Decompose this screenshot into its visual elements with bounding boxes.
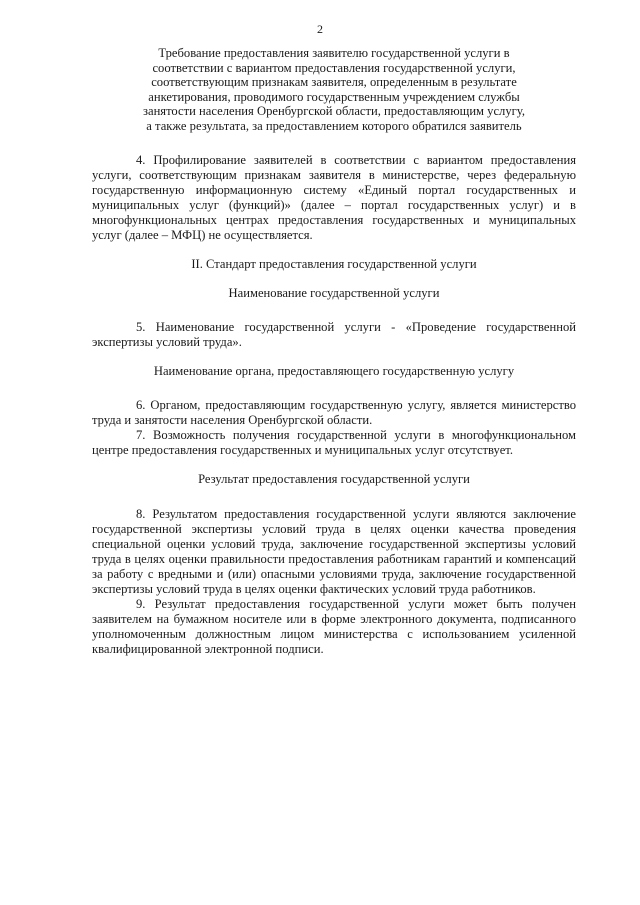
paragraph-8: 8. Результатом предоставления государственной услуги являются заключение государственной экспертизы условий труда в целях оценки качества проведения специальной оценки условий труда, заключение государственной экспертизы условий труда в целях оценки правильности предоставления работникам гарантий и компенсаций за работу с вредными и (или) опасными условиями труда, заключение государственной экспертизы условий труда в целях оценки фактических условий труда работников. [92,506,576,596]
paragraph-4: 4. Профилирование заявителей в соответствии с вариантом предоставления услуги, соответствующим признакам заявителя в министерстве, через федеральную государственную информационную систему «Единый портал государственных и муниципальных услуг (функций)» (далее – портал государственных услуг) и в многофункциональных центрах предоставления государственных и муниципальных услуг (далее – МФЦ) не осуществляется. [92,152,576,242]
paragraph-6: 6. Органом, предоставляющим государственную услугу, является министерство труда и занятости населения Оренбургской области. [92,397,576,427]
heading-line: занятости населения Оренбургской области, предоставляющим услугу, [143,104,525,119]
heading-line: анкетирования, проводимого государственным учреждением службы [148,89,520,104]
heading-line: а также результата, за предоставлением которого обратился заявитель [146,118,522,133]
subheading-result: Результат предоставления государственной услуги [198,471,470,486]
section-title-2: II. Стандарт предоставления государственной услуги [191,256,477,271]
paragraph-9: 9. Результат предоставления государственной услуги может быть получен заявителем на бумажном носителе или в форме электронного документа, подписанного уполномоченным должностным лицом министерства с использованием усиленной квалифицированной электронной подписи. [92,596,576,656]
heading-line: соответствующим признакам заявителя, определенным в результате [151,75,517,90]
section-heading [92,46,576,134]
paragraph-7: 7. Возможность получения государственной услуги в многофункциональном центре предоставления государственных и муниципальных услуг отсутствует. [92,427,576,457]
subheading-authority: Наименование органа, предоставляющего государственную услугу [153,363,515,378]
page-number: 2 [317,22,323,36]
paragraph-5: 5. Наименование государственной услуги - «Проведение государственной экспертизы условий труда». [92,319,576,349]
heading-line: Требование предоставления заявителю государственной услуги в [158,46,510,60]
subheading-service-name: Наименование государственной услуги [228,285,440,300]
heading-line: соответствии с вариантом предоставления государственной услуги, [152,60,516,75]
document-page [92,0,576,657]
